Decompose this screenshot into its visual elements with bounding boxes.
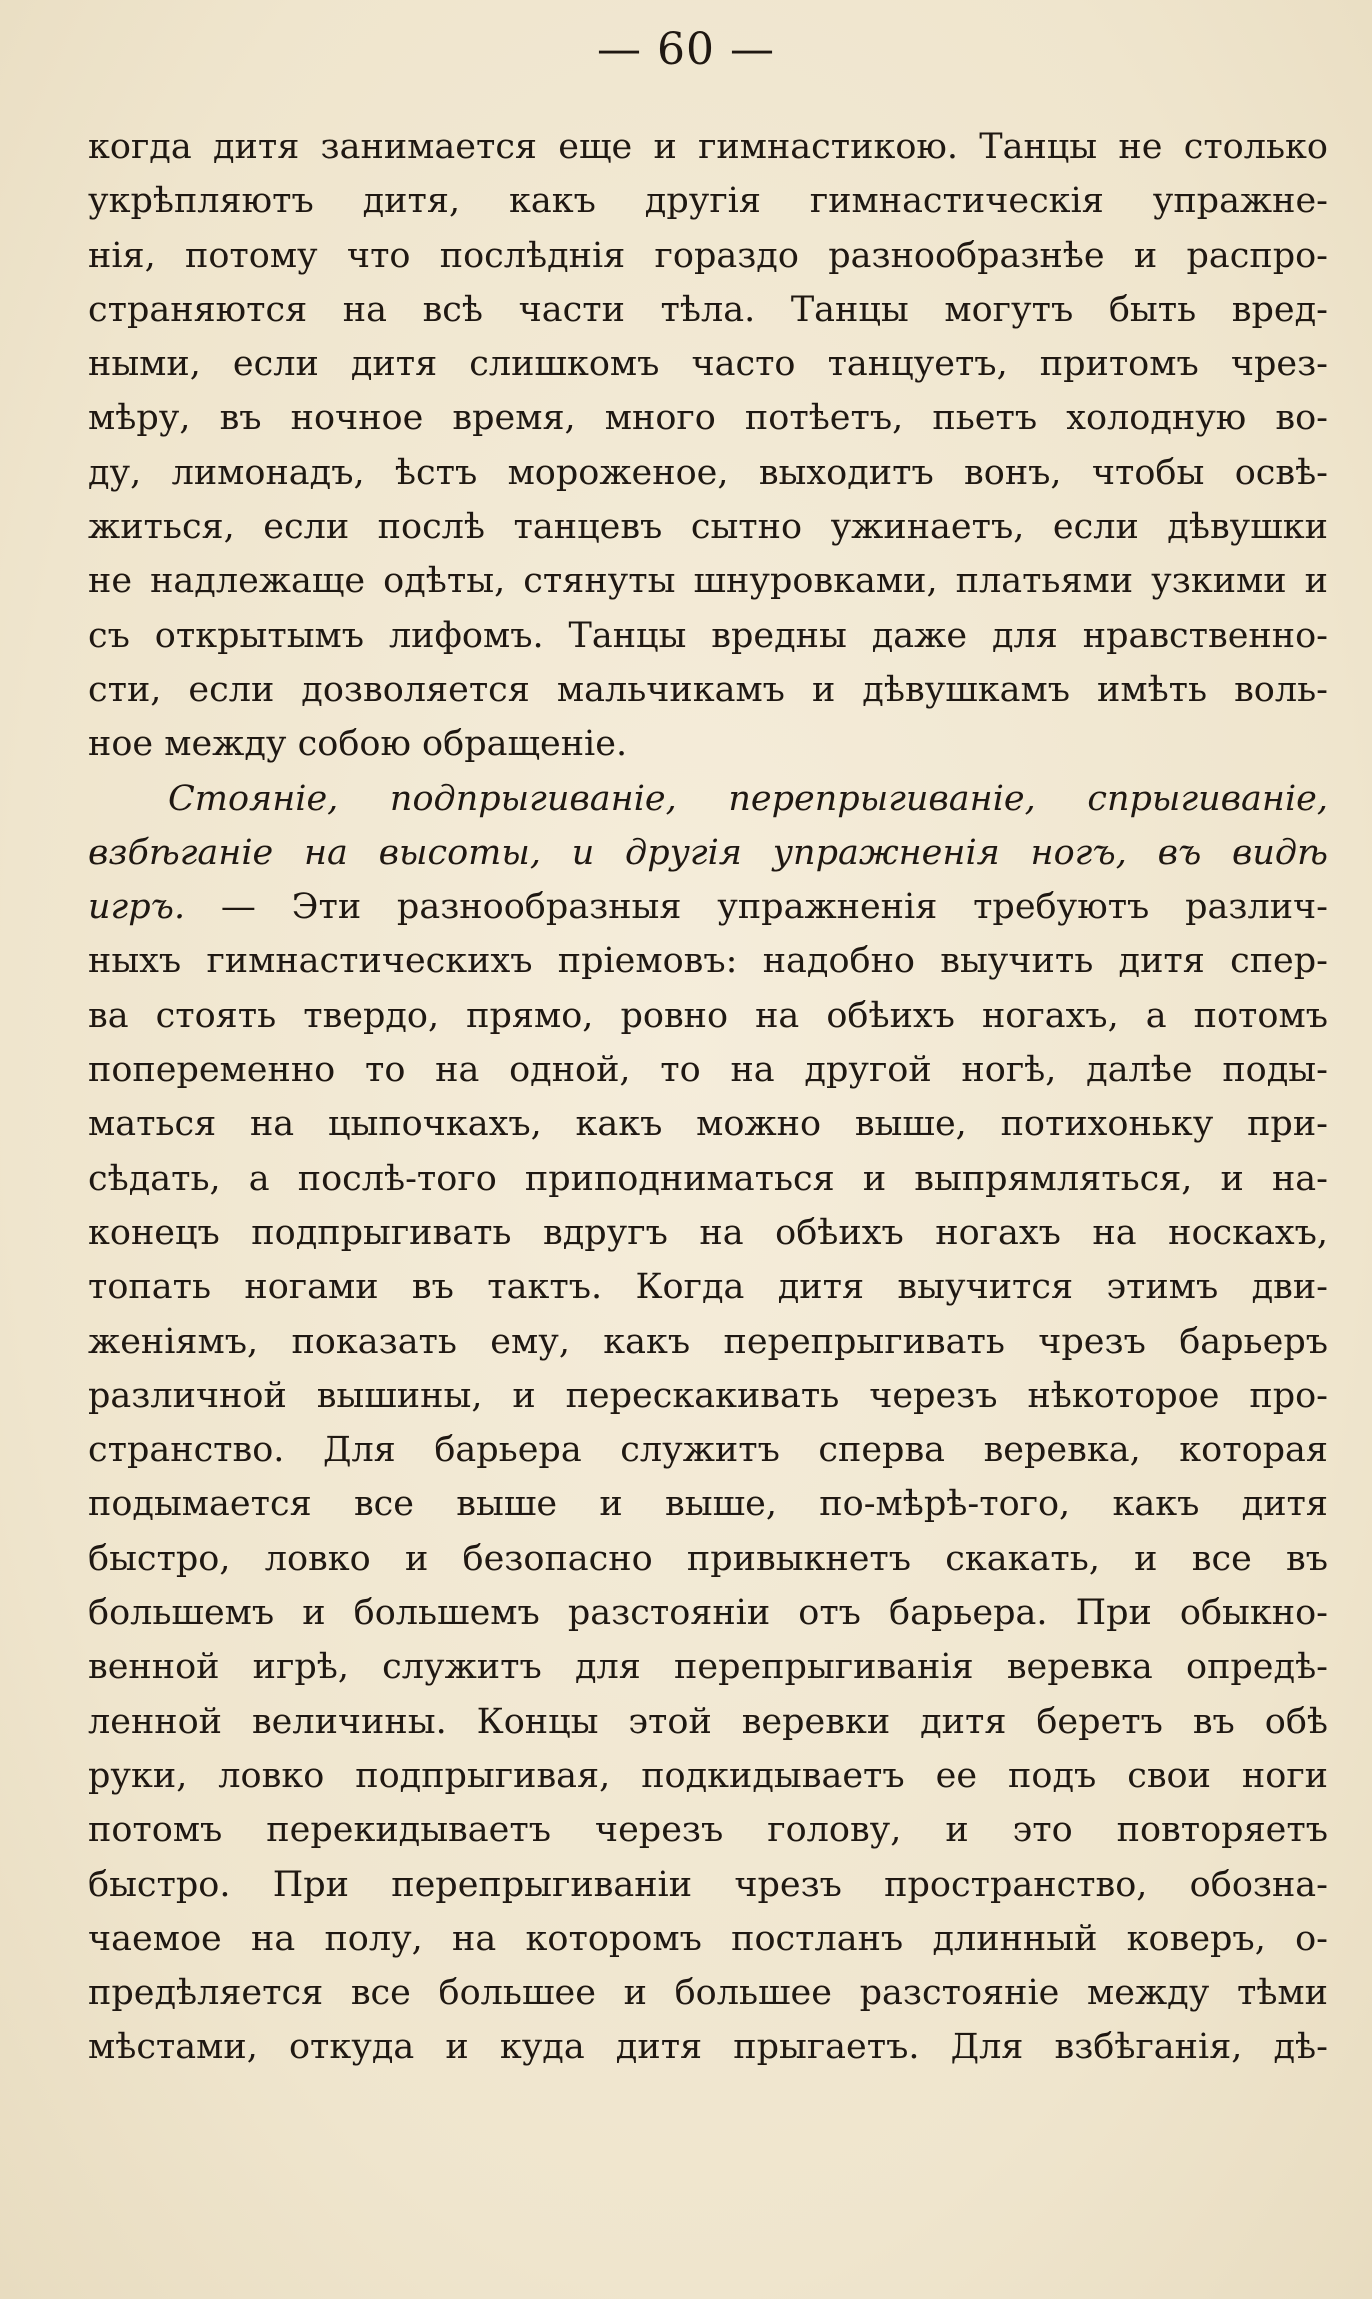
text-line: когда дитя занимается еще и гимнастикою. Танцы не столько	[88, 127, 1328, 167]
italic-heading-line: взбѣганіе на высоты, и другія упражненія ногъ, въ видѣ	[88, 832, 1328, 873]
text-line: не надлежаще одѣты, стянуты шнуровками, платьями узкими и	[88, 561, 1328, 602]
body-text	[88, 120, 1328, 2075]
text-line: ное между собою обращеніе.	[88, 724, 628, 765]
paragraph-leg-exercises	[88, 772, 1328, 2075]
text-line: быстро. При перепрыгиваніи чрезъ пространство, обозна-	[88, 1864, 1328, 1905]
text-line: сѣдать, а послѣ-того приподниматься и выпрямляться, и на-	[88, 1158, 1328, 1199]
text-line: ва стоять твердо, прямо, ровно на обѣихъ ногахъ, а потомъ	[88, 995, 1328, 1036]
text-line: сти, если дозволяется мальчикамъ и дѣвушкамъ имѣть воль-	[88, 669, 1328, 710]
text-line: укрѣпляютъ дитя, какъ другія гимнастическія упражне-	[88, 181, 1328, 222]
lead-rest: — Эти разнообразныя упражненія требуютъ различ-	[185, 887, 1328, 928]
text-line: ныхъ гимнастическихъ пріемовъ: надобно выучить дитя спер-	[88, 941, 1328, 982]
text-line: нія, потому что послѣднія гораздо разнообразнѣе и распро-	[88, 235, 1328, 276]
text-line-lead	[88, 880, 1328, 934]
text-line: попеременно то на одной, то на другой ногѣ, далѣе поды-	[88, 1050, 1328, 1091]
text-line: конецъ подпрыгивать вдругъ на обѣихъ ногахъ на носкахъ,	[88, 1212, 1328, 1253]
text-line: маться на цыпочкахъ, какъ можно выше, потихоньку при-	[88, 1104, 1328, 1145]
text-line: топать ногами въ тактъ. Когда дитя выучится этимъ дви-	[88, 1267, 1328, 1308]
italic-lead: игръ.	[88, 887, 186, 928]
text-line: подымается все выше и выше, по-мѣрѣ-того, какъ дитя	[88, 1484, 1328, 1525]
text-line: странство. Для барьера служитъ сперва веревка, которая	[88, 1430, 1328, 1471]
text-line: ными, если дитя слишкомъ часто танцуетъ, притомъ чрез-	[88, 344, 1328, 385]
paragraph-dancing	[88, 120, 1328, 772]
text-line: руки, ловко подпрыгивая, подкидываетъ ее подъ свои ноги	[88, 1755, 1328, 1796]
text-line: предѣляется все большее и большее разстояніе между тѣми	[88, 1973, 1328, 2014]
text-line: различной вышины, и перескакивать черезъ нѣкоторое про-	[88, 1375, 1328, 1416]
text-line: венной игрѣ, служитъ для перепрыгиванія веревка опредѣ-	[88, 1647, 1328, 1688]
text-line: съ открытымъ лифомъ. Танцы вредны даже для нравственно-	[88, 615, 1328, 656]
text-line: ду, лимонадъ, ѣстъ мороженое, выходитъ вонъ, чтобы освѣ-	[88, 452, 1328, 493]
text-line: чаемое на полу, на которомъ постланъ длинный коверъ, о-	[88, 1918, 1328, 1959]
text-line: женіямъ, показать ему, какъ перепрыгивать чрезъ барьеръ	[88, 1321, 1328, 1362]
text-line: житься, если послѣ танцевъ сытно ужинаетъ, если дѣвушки	[88, 507, 1328, 548]
text-line: мѣстами, откуда и куда дитя прыгаетъ. Для взбѣганія, дѣ-	[88, 2027, 1328, 2068]
page-number: — 60 —	[597, 24, 775, 75]
text-line: быстро, ловко и безопасно привыкнетъ скакать, и все въ	[88, 1538, 1328, 1579]
text-line: ленной величины. Концы этой веревки дитя беретъ въ обѣ	[88, 1701, 1328, 1742]
text-line: мѣру, въ ночное время, много потѣетъ, пьетъ холодную во-	[88, 398, 1328, 439]
text-line: большемъ и большемъ разстояніи отъ барьера. При обыкно-	[88, 1593, 1328, 1634]
text-line: потомъ перекидываетъ черезъ голову, и это повторяетъ	[88, 1810, 1328, 1851]
italic-heading-line: Стояніе, подпрыгиваніе, перепрыгиваніе, спрыгиваніе,	[168, 778, 1328, 819]
text-line: страняются на всѣ части тѣла. Танцы могутъ быть вред-	[88, 289, 1328, 330]
